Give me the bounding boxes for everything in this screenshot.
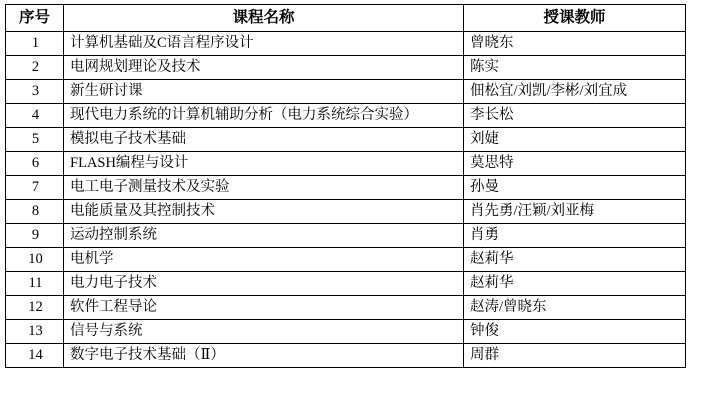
cell-index: 14 — [6, 344, 64, 368]
cell-course-name: 软件工程导论 — [64, 296, 464, 320]
table-row — [6, 152, 686, 176]
table-row — [6, 344, 686, 368]
table-row — [6, 200, 686, 224]
cell-index: 4 — [6, 104, 64, 128]
cell-teacher: 孙曼 — [464, 176, 686, 200]
cell-index: 10 — [6, 248, 64, 272]
course-table — [5, 4, 686, 368]
table-row — [6, 272, 686, 296]
cell-course-name: 模拟电子技术基础 — [64, 128, 464, 152]
table-row — [6, 32, 686, 56]
column-header-index: 序号 — [6, 5, 64, 32]
cell-course-name: FLASH编程与设计 — [64, 152, 464, 176]
cell-index: 9 — [6, 224, 64, 248]
table-row — [6, 128, 686, 152]
cell-teacher: 肖勇 — [464, 224, 686, 248]
cell-teacher: 赵莉华 — [464, 272, 686, 296]
cell-course-name: 数字电子技术基础（Ⅱ） — [64, 344, 464, 368]
table-row — [6, 56, 686, 80]
column-header-teacher: 授课教师 — [464, 5, 686, 32]
table-header-row — [6, 5, 686, 32]
cell-teacher: 李长松 — [464, 104, 686, 128]
table-body — [6, 32, 686, 368]
cell-teacher: 赵莉华 — [464, 248, 686, 272]
cell-course-name: 信号与系统 — [64, 320, 464, 344]
cell-index: 7 — [6, 176, 64, 200]
cell-index: 5 — [6, 128, 64, 152]
cell-index: 6 — [6, 152, 64, 176]
table-row — [6, 296, 686, 320]
cell-course-name: 电力电子技术 — [64, 272, 464, 296]
table-row — [6, 224, 686, 248]
table-row — [6, 320, 686, 344]
cell-teacher: 曾晓东 — [464, 32, 686, 56]
cell-teacher: 周群 — [464, 344, 686, 368]
table-header — [6, 5, 686, 32]
cell-index: 11 — [6, 272, 64, 296]
cell-course-name: 电机学 — [64, 248, 464, 272]
cell-teacher: 陈实 — [464, 56, 686, 80]
column-header-course-name: 课程名称 — [64, 5, 464, 32]
cell-course-name: 运动控制系统 — [64, 224, 464, 248]
cell-teacher: 刘婕 — [464, 128, 686, 152]
cell-teacher: 赵涛/曾晓东 — [464, 296, 686, 320]
cell-course-name: 电网规划理论及技术 — [64, 56, 464, 80]
cell-index: 2 — [6, 56, 64, 80]
cell-teacher: 钟俊 — [464, 320, 686, 344]
cell-teacher: 莫思特 — [464, 152, 686, 176]
cell-index: 3 — [6, 80, 64, 104]
cell-index: 1 — [6, 32, 64, 56]
cell-course-name: 计算机基础及C语言程序设计 — [64, 32, 464, 56]
cell-index: 12 — [6, 296, 64, 320]
cell-index: 13 — [6, 320, 64, 344]
cell-course-name: 现代电力系统的计算机辅助分析（电力系统综合实验） — [64, 104, 464, 128]
table-row — [6, 248, 686, 272]
table-row — [6, 80, 686, 104]
cell-teacher: 肖先勇/汪颖/刘亚梅 — [464, 200, 686, 224]
table-row — [6, 176, 686, 200]
cell-course-name: 电能质量及其控制技术 — [64, 200, 464, 224]
cell-teacher: 佃松宜/刘凯/李彬/刘宜成 — [464, 80, 686, 104]
cell-course-name: 电工电子测量技术及实验 — [64, 176, 464, 200]
cell-course-name: 新生研讨课 — [64, 80, 464, 104]
cell-index: 8 — [6, 200, 64, 224]
table-row — [6, 104, 686, 128]
